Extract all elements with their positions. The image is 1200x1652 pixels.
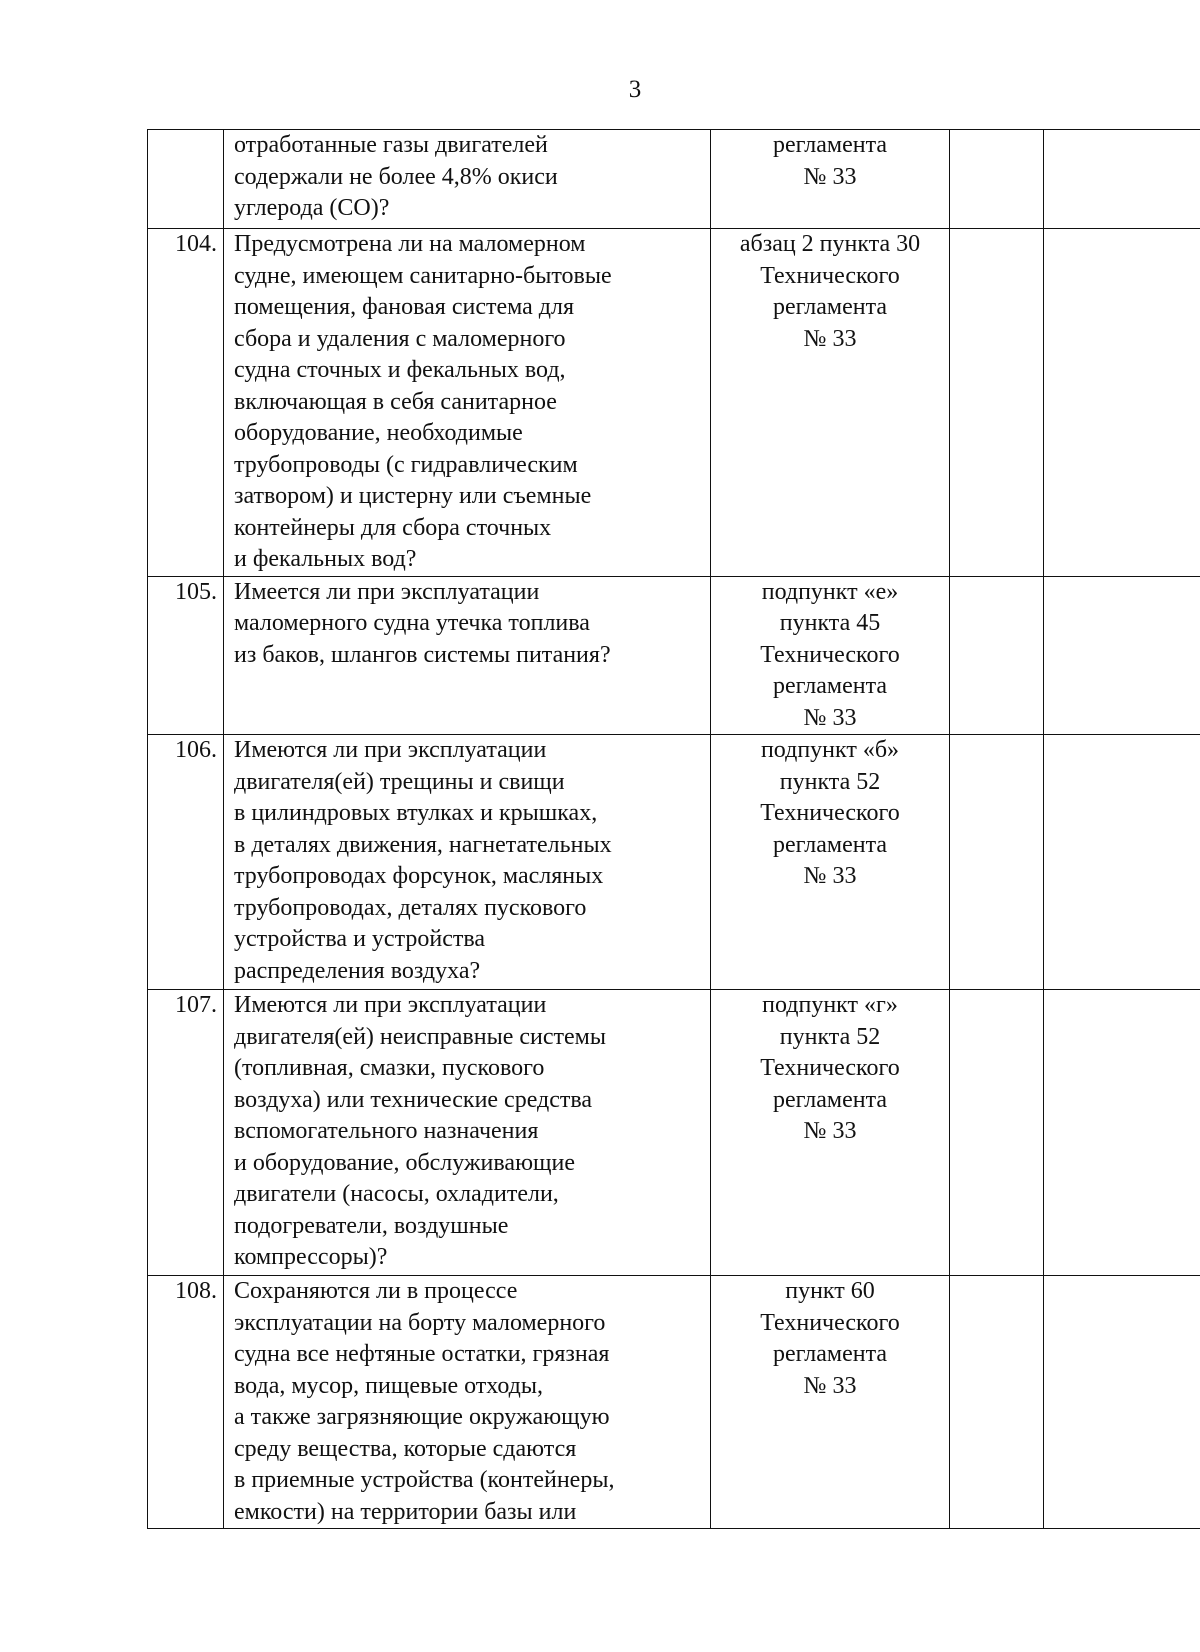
row-reference: регламента № 33: [711, 130, 950, 229]
row-question: Предусмотрена ли на маломерном судне, имеющем санитарно-бытовые помещения, фановая система для сбора и удаления с маломерного судна сточных и фекальных вод, включающая в себя санитарное оборудование, необходимые трубопроводы (с гидравлическим затвором) и цистерну или съемные контейнеры для сбора сточных и фекальных вод?: [224, 229, 711, 577]
answer-cell-no[interactable]: [1044, 576, 1200, 735]
answer-cell-yes[interactable]: [950, 1276, 1044, 1529]
table-row: [148, 229, 1200, 577]
table-row: [148, 735, 1200, 990]
row-number: [148, 130, 224, 229]
row-question: Имеются ли при эксплуатации двигателя(ей) неисправные системы (топливная, смазки, пускового воздуха) или технические средства вспомогательного назначения и оборудование, обслуживающие двигатели (насосы, охладители, подогреватели, воздушные компрессоры)?: [224, 990, 711, 1276]
table-row: [148, 576, 1200, 735]
row-number: 107.: [148, 990, 224, 1276]
table-row: [148, 990, 1200, 1276]
table-row: [148, 1276, 1200, 1529]
row-number: 106.: [148, 735, 224, 990]
answer-cell-no[interactable]: [1044, 1276, 1200, 1529]
page-number: 3: [628, 76, 642, 103]
answer-cell-no[interactable]: [1044, 735, 1200, 990]
checklist-table: [147, 129, 1200, 1529]
row-reference: пункт 60 Технического регламента № 33: [711, 1276, 950, 1529]
answer-cell-yes[interactable]: [950, 990, 1044, 1276]
answer-cell-yes[interactable]: [950, 229, 1044, 577]
row-number: 104.: [148, 229, 224, 577]
row-question: отработанные газы двигателей содержали не более 4,8% окиси углерода (СО)?: [224, 130, 711, 229]
answer-cell-yes[interactable]: [950, 735, 1044, 990]
row-question: Сохраняются ли в процессе эксплуатации на борту маломерного судна все нефтяные остатки, грязная вода, мусор, пищевые отходы, а также загрязняющие окружающую среду вещества, которые сдаются в приемные устройства (контейнеры, емкости) на территории базы или: [224, 1276, 711, 1529]
row-reference: подпункт «г» пункта 52 Технического регламента № 33: [711, 990, 950, 1276]
row-reference: подпункт «б» пункта 52 Технического регламента № 33: [711, 735, 950, 990]
answer-cell-no[interactable]: [1044, 990, 1200, 1276]
answer-cell-yes[interactable]: [950, 576, 1044, 735]
row-reference: абзац 2 пункта 30 Технического регламента № 33: [711, 229, 950, 577]
row-number: 105.: [148, 576, 224, 735]
answer-cell-yes[interactable]: [950, 130, 1044, 229]
row-question: Имеются ли при эксплуатации двигателя(ей) трещины и свищи в цилиндровых втулках и крышках, в деталях движения, нагнетательных трубопроводах форсунок, масляных трубопроводах, деталях пускового устройства и устройства распределения воздуха?: [224, 735, 711, 990]
row-reference: подпункт «е» пункта 45 Технического регламента № 33: [711, 576, 950, 735]
table-row: [148, 130, 1200, 229]
answer-cell-no[interactable]: [1044, 229, 1200, 577]
answer-cell-no[interactable]: [1044, 130, 1200, 229]
row-question: Имеется ли при эксплуатации маломерного судна утечка топлива из баков, шлангов системы питания?: [224, 576, 711, 735]
row-number: 108.: [148, 1276, 224, 1529]
